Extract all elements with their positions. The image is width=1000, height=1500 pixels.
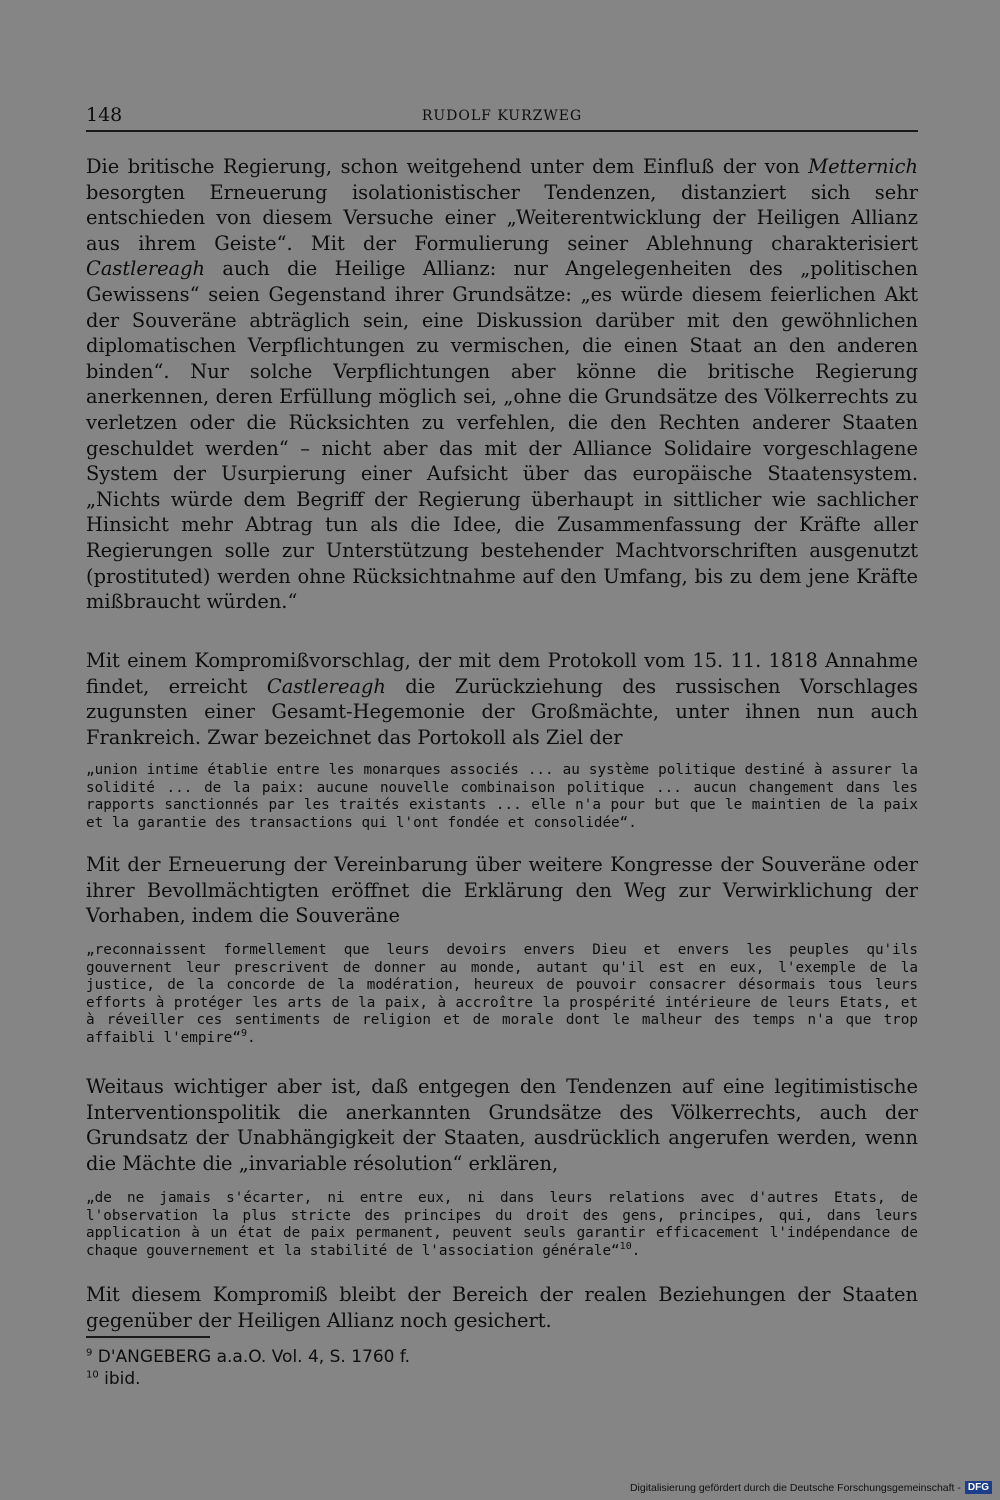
footnote-text: ibid. [104, 1369, 141, 1389]
page-number: 148 [86, 104, 123, 126]
quote-3: „de ne jamais s'écarter, ni entre eux, ni dans leurs relations avec d'autres Etats, de l'observation la plus stricte des principes du droit des gens, principes, qui, dans leurs application à un état de paix permanent, peuvent seuls garantir efficacement l'indépendance de chaque gouvernement et la stabilité de l'association générale“$^{10}$. [86, 1190, 918, 1259]
name-metternich: Metternich [808, 155, 918, 178]
name-castlereagh: Castlereagh [86, 257, 206, 281]
digitization-credit [630, 1481, 992, 1494]
dfg-logo: DFG [965, 1481, 992, 1494]
paragraph-5: Mit diesem Kompromiß bleibt der Bereich der realen Beziehungen der Staaten gegenüber der Heiligen Allianz noch gesichert. [86, 1283, 918, 1332]
footnote-10 [86, 1368, 141, 1390]
running-head: RUDOLF KURZWEG [421, 108, 583, 124]
footnote-ref-9[interactable]: 9 [240, 1027, 247, 1039]
footnote-divider [86, 1336, 210, 1338]
credit-text: Digitalisierung gefördert durch die Deutsche Forschungsgemeinschaft - [629, 1481, 961, 1494]
quote-2: „reconnaissent formellement que leurs devoirs envers Dieu et envers les peuples qu'ils gouvernent leur prescrivent de donner au monde, autant qu'il est en eux, l'exemple de la justice, de la concorde de la modération, heureux de pouvoir consacrer désormais tous leurs efforts à protéger les arts de la paix, à accroître la prospérité intérieure de leurs Etats, et à réveiller ces sentiments de religion et de morale dont le malheur des temps n'a que trop affaibli l'empire“$^9$. [86, 942, 918, 1046]
footnote-9 [86, 1346, 410, 1368]
name-castlereagh: Castlereagh [266, 674, 386, 698]
quote-1: „union intime établie entre les monarques associés ... au système politique destiné à assurer la solidité ... de la paix: aucune nouvelle combinaison politique ... aucun changement dans les rapports sanctionnés par les traités existants ... elle n'a pour but que le maintien de la paix et la garantie des transactions qui l'ont fondée et consolidée“. [86, 762, 918, 831]
footnote-ref-10[interactable]: 10 [619, 1240, 632, 1252]
paragraph-2: Mit einem Kompromißvorschlag, der mit dem Protokoll vom 15. 11. 1818 Annahme findet, erreicht Castlereagh die Zurückziehung des russischen Vorschlages zugunsten einer Gesamt-Hegemonie der Großmächte, unter ihnen nun auch Frankreich. Zwar bezeichnet das Portokoll als Ziel der [86, 649, 918, 749]
paragraph-4: Weitaus wichtiger aber ist, daß entgegen den Tendenzen auf eine legitimistische Interventionspolitik die anerkannten Grundsätze des Völkerrechts, auch der Grundsatz der Unabhängigkeit der Staaten, ausdrücklich angerufen werden, wenn die Mächte die „invariable résolution“ erklären, [86, 1075, 918, 1175]
footnote-mark: 10 [86, 1369, 99, 1381]
footnote-text: D'ANGEBERG a.a.O. Vol. 4, S. 1760 f. [97, 1347, 411, 1367]
page-header [86, 100, 918, 132]
footnote-mark: 9 [86, 1347, 93, 1359]
paragraph-3: Mit der Erneuerung der Vereinbarung über weitere Kongresse der Souveräne oder ihrer Bevollmächtigten eröffnet die Erklärung den Weg zur Verwirklichung der Vorhaben, indem die Souveräne [86, 853, 918, 928]
paragraph-1: Die britische Regierung, schon weitgehend unter dem Einfluß der von Metternich besorgten Erneuerung isolationistischer Tendenzen, distanziert sich sehr entschieden von diesem Versuche einer „Weiterentwicklung der Heiligen Allianz aus ihrem Geiste“. Mit der Formulierung seiner Ablehnung charakterisiert Castlereagh auch die Heilige Allianz: nur Angelegenheiten des „politischen Gewissens“ seien Gegenstand ihrer Grundsätze: „es würde diesem feierlichen Akt der Souveräne abträglich sein, eine Diskussion darüber mit den gewöhnlichen diplomatischen Verpflichtungen zu vermischen, die einen Staat an den anderen binden“. Nur solche Verpflichtungen aber könne die britische Regierung anerkennen, deren Erfüllung möglich sei, „ohne die Grundsätze des Völkerrechts zu verletzen oder die Rücksichten zu verfehlen, die den Rechten anderer Staaten geschuldet werden“ – nicht aber das mit der Alliance Solidaire vorgeschlagene System der Usurpierung einer Aufsicht über das europäische Staatensystem. „Nichts würde dem Begriff der Regierung überhaupt in sittlicher wie sachlicher Hinsicht mehr Abtrag tun als die Idee, die Zusammenfassung der Kräfte aller Regierungen solle zur Unterstützung bestehender Machtvorschriften ausgenutzt (prostituted) werden ohne Rücksichtnahme auf den Umfang, bis zu dem jene Kräfte mißbraucht würden.“ [86, 155, 918, 614]
